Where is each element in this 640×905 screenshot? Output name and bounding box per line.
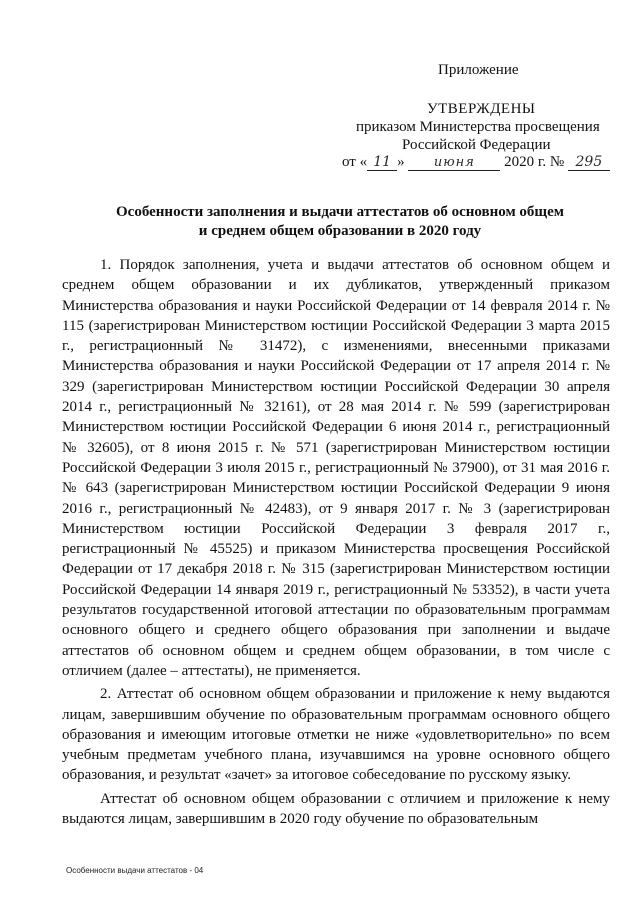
page-footer: Особенности выдачи аттестатов - 04 xyxy=(66,866,204,875)
document-title xyxy=(60,203,620,241)
paragraph-1: 1. Порядок заполнения, учета и выдачи аттестатов об основном общем и среднем общем образовании и их дубликатов, утвержденный приказом Министерства образования и науки Российской Федерации от 14 февраля 2014 г. № 115 (зарегистрирован Министерством юстиции Российской Федерации 3 марта 2015 г., регистрационный № 31472), с изменениями, внесенными приказами Министерства образования и науки Российской Федерации от 17 апреля 2014 г. № 329 (зарегистрирован Министерством юстиции Российской Федерации 30 апреля 2014 г., регистрационный № 32161), от 28 мая 2014 г. № 599 (зарегистрирован Министерством юстиции Российской Федерации 6 июня 2014 г., регистрационный № 32605), от 8 июня 2015 г. № 571 (зарегистрирован Министерством юстиции Российской Федерации 3 июля 2015 г., регистрационный № 37900), от 31 мая 2016 г. № 643 (зарегистрирован Министерством юстиции Российской Федерации 9 июня 2016 г., регистрационный № 42483), от 9 января 2017 г. № 3 (зарегистрирован Министерством юстиции Российской Федерации 3 февраля 2017 г., регистрационный № 45525) и приказом Министерства просвещения Российской Федерации от 17 декабря 2018 г. № 315 (зарегистрирован Министерством юстиции Российской Федерации 14 января 2019 г., регистрационный № 53352), в части учета результатов государственной итоговой аттестации по образовательным программам основного общего и среднего общего образования при заполнении и выдаче аттестатов об основном общем и среднем общем образовании, в том числе с отличием (далее – аттестаты), не применяется. xyxy=(62,257,610,679)
document-body xyxy=(62,255,610,829)
date-prefix: от « xyxy=(342,154,368,170)
approved-label: УТВЕРЖДЕНЫ xyxy=(427,101,536,117)
handwritten-month: июня xyxy=(408,155,500,171)
handwritten-day: 11 xyxy=(367,154,397,171)
appendix-label: Приложение xyxy=(438,62,519,78)
order-country-line: Российской Федерации xyxy=(402,137,551,153)
date-year: 2020 г. № xyxy=(504,154,565,170)
date-mid: » xyxy=(397,154,405,170)
order-date-line xyxy=(342,154,610,171)
paragraph-3: Аттестат об основном общем образовании с отличием и приложение к нему выдаются лицам, завершившим в 2020 году обучение по образовательным xyxy=(62,790,610,828)
order-issuer-line: приказом Министерства просвещения xyxy=(356,119,600,135)
title-line-1: Особенности заполнения и выдачи аттестатов об основном общем xyxy=(116,204,564,220)
paragraph-2: 2. Аттестат об основном общем образовании и приложение к нему выдаются лицам, завершившим обучение по образовательным программам основного общего образования и имеющим итоговые отметки не ниже «удовлетворительно» по всем учебным предметам учебного плана, изучавшимся на уровне основного общего образования, и результат «зачет» за итоговое собеседование по русскому языку. xyxy=(62,686,610,784)
handwritten-order-number: 295 xyxy=(568,154,610,171)
title-line-2: и среднем общем образовании в 2020 году xyxy=(198,223,482,239)
